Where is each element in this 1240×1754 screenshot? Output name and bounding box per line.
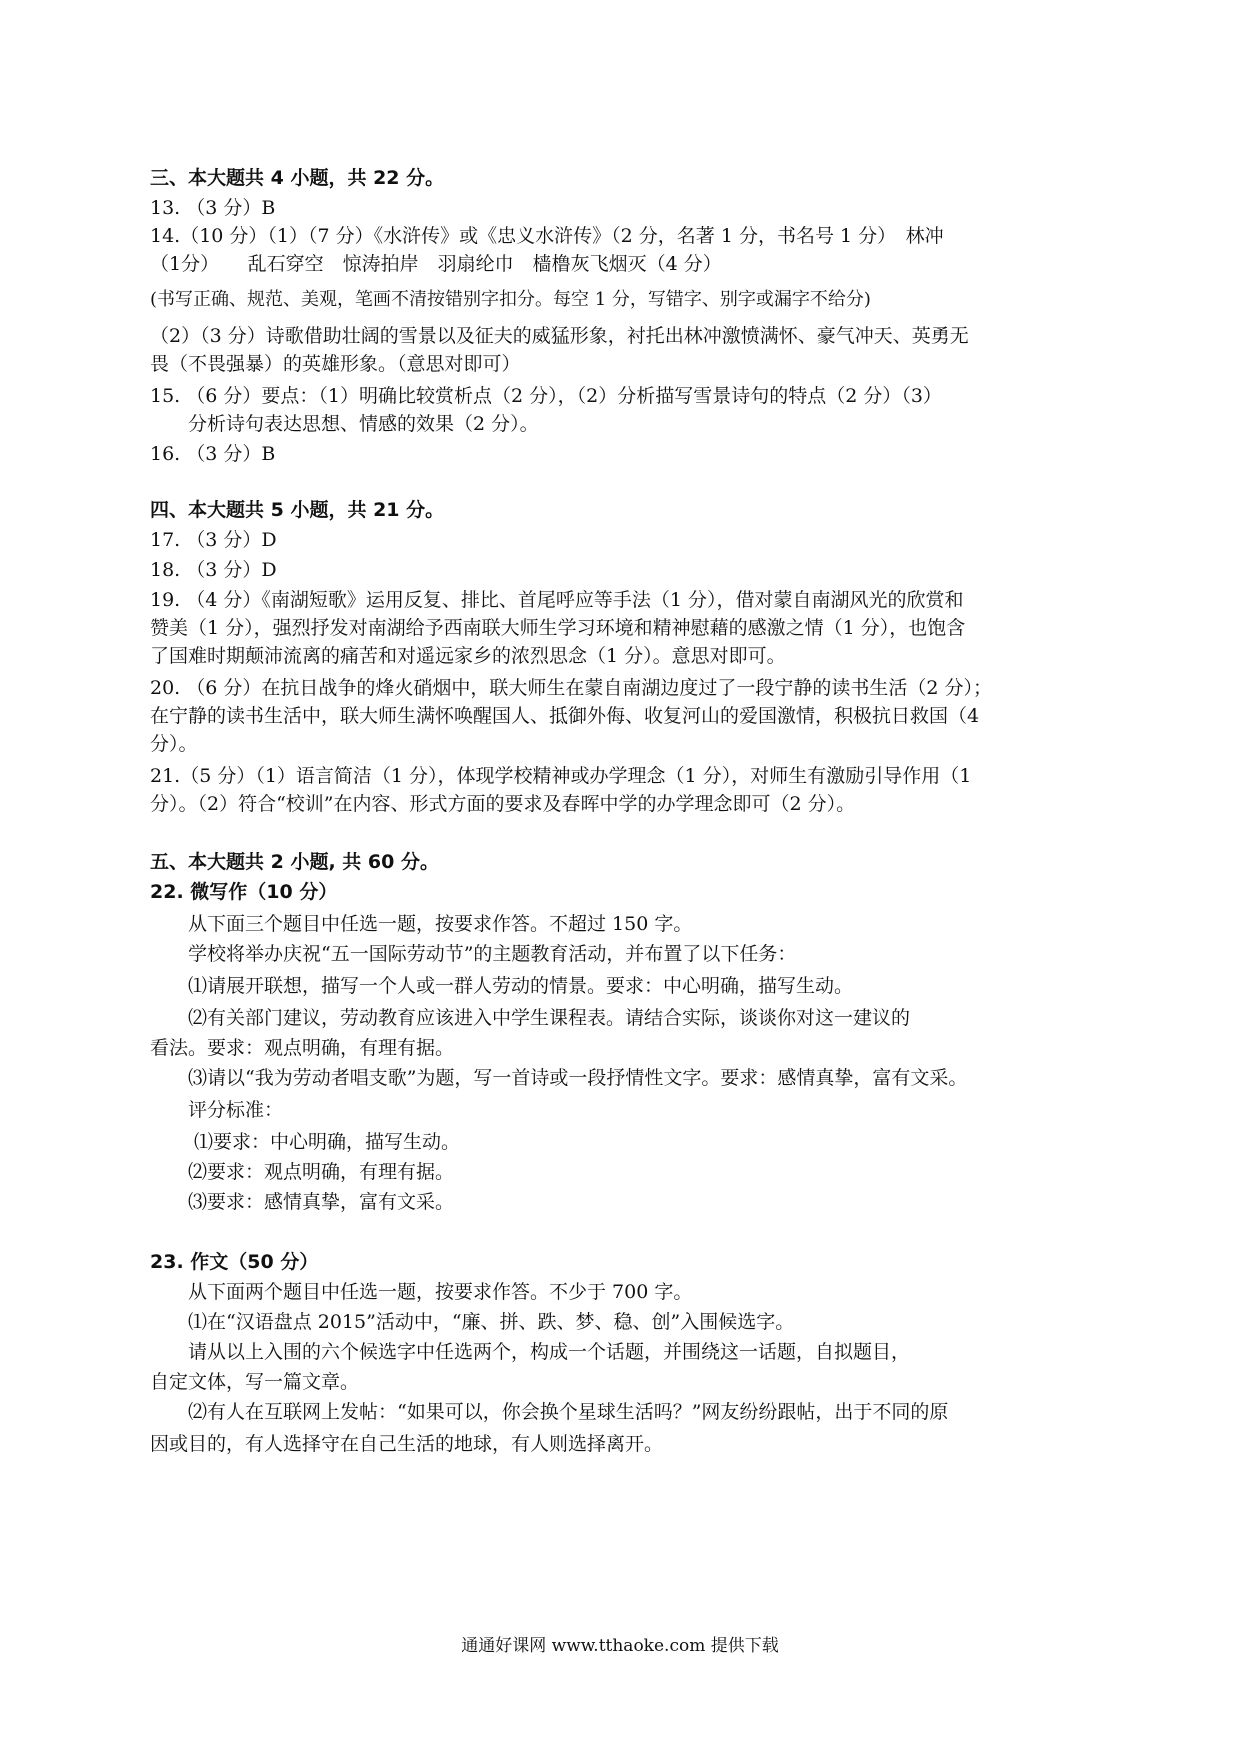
answer-line: ⑴在“汉语盘点 2015”活动中，“廉、拼、跌、梦、稳、创”入围候选字。 [150, 1311, 795, 1333]
answer-line: （2）（3 分）诗歌借助壮阔的雪景以及征夫的威猛形象，衬托出林冲激愤满怀、豪气冲天、英勇无 [150, 325, 969, 347]
answer-line: ⑵有关部门建议，劳动教育应该进入中学生课程表。请结合实际，谈谈你对这一建议的 [150, 1007, 911, 1029]
answer-line: ⑴请展开联想，描写一个人或一群人劳动的情景。要求：中心明确，描写生动。 [150, 975, 854, 997]
page-footer: 通通好课网 www.tthaoke.com 提供下载 [461, 1636, 779, 1656]
answer-line: 自定文体，写一篇文章。 [150, 1371, 360, 1393]
section-3-heading: 三、本大题共 4 小题，共 22 分。 [150, 167, 445, 189]
answer-line: 13. （3 分）B [150, 197, 276, 219]
answer-line: 赞美（1 分），强烈抒发对南湖给予西南联大师生学习环境和精神慰藉的感激之情（1 分），也饱含 [150, 617, 966, 639]
answer-line: （1分） 乱石穿空 惊涛拍岸 羽扇纶巾 樯橹灰飞烟灭（4 分） [150, 253, 722, 275]
answer-line: ⑵要求：观点明确，有理有据。 [150, 1161, 455, 1183]
answer-line: 17. （3 分）D [150, 529, 277, 551]
answer-line: 分析诗句表达思想、情感的效果（2 分）。 [150, 413, 539, 435]
answer-line: 分）。（2）符合“校训”在内容、形式方面的要求及春晖中学的办学理念即可（2 分）。 [150, 793, 856, 815]
answer-line: 畏（不畏强暴）的英雄形象。（意思对即可） [150, 353, 521, 375]
answer-line: ⑶要求：感情真挚，富有文采。 [150, 1191, 455, 1213]
section-5-heading: 五、本大题共 2 小题, 共 60 分。 [150, 851, 439, 873]
question-22-heading: 22. 微写作（10 分） [150, 881, 338, 903]
answer-line: (书写正确、规范、美观，笔画不清按错别字扣分。每空 1 分，写错字、别字或漏字不给分) [150, 289, 871, 310]
answer-line: 21.（5 分）（1）语言简洁（1 分），体现学校精神或办学理念（1 分），对师生有激励引导作用（1 [150, 765, 972, 787]
answer-line: 学校将举办庆祝“五一国际劳动节”的主题教育活动，并布置了以下任务： [150, 943, 797, 965]
answer-line: 从下面三个题目中任选一题，按要求作答。不超过 150 字。 [150, 913, 693, 935]
answer-line: 分）。 [150, 733, 198, 755]
answer-line: 14.（10 分）（1）（7 分）《水浒传》或《忠义水浒传》（2 分，名著 1 分，书名号 1 分） 林冲 [150, 225, 944, 247]
question-23-heading: 23. 作文（50 分） [150, 1251, 319, 1273]
answer-line: 看法。要求：观点明确，有理有据。 [150, 1037, 455, 1059]
answer-line: 16. （3 分）B [150, 443, 276, 465]
answer-line: 在宁静的读书生活中，联大师生满怀唤醒国人、抵御外侮、收复河山的爱国激情，积极抗日救国（4 [150, 705, 980, 727]
answer-line: 20. （6 分）在抗日战争的烽火硝烟中，联大师生在蒙自南湖边度过了一段宁静的读书生活（2 分）； [150, 677, 993, 699]
answer-line: 评分标准： [150, 1099, 284, 1121]
section-4-heading: 四、本大题共 5 小题，共 21 分。 [150, 499, 445, 521]
answer-line: 18. （3 分）D [150, 559, 277, 581]
answer-line: 从下面两个题目中任选一题，按要求作答。不少于 700 字。 [150, 1281, 693, 1303]
answer-line: 请从以上入围的六个候选字中任选两个，构成一个话题，并围绕这一话题，自拟题目， [150, 1341, 911, 1363]
answer-line: ⑵有人在互联网上发帖：“如果可以，你会换个星球生活吗？”网友纷纷跟帖，出于不同的原 [150, 1401, 949, 1423]
answer-line: ⑶请以“我为劳动者唱支歌”为题，写一首诗或一段抒情性文字。要求：感情真挚，富有文采。 [150, 1067, 968, 1089]
answer-line: 了国难时期颠沛流离的痛苦和对遥远家乡的浓烈思念（1 分）。意思对即可。 [150, 645, 786, 667]
answer-line: ⑴要求：中心明确，描写生动。 [150, 1131, 461, 1153]
answer-line: 因或目的，有人选择守在自己生活的地球，有人则选择离开。 [150, 1433, 664, 1455]
answer-line: 15. （6 分）要点：（1）明确比较赏析点（2 分），（2）分析描写雪景诗句的特点（2 分）（3） [150, 385, 942, 407]
answer-line: 19. （4 分）《南湖短歌》运用反复、排比、首尾呼应等手法（1 分），借对蒙自南湖风光的欣赏和 [150, 589, 964, 611]
